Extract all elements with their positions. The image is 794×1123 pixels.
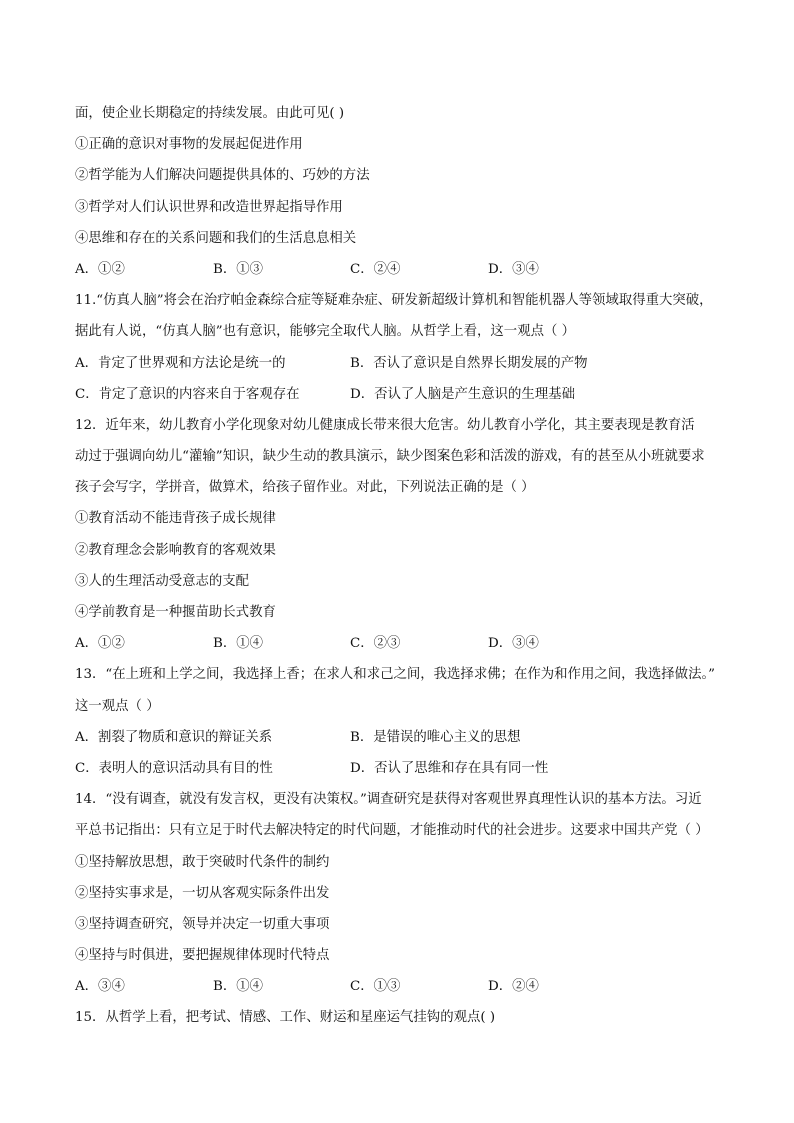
q12-stem-line-1: 12．近年来，幼儿教育小学化现象对幼儿健康成长带来很大危害。幼儿教育小学化，其主要表现是教育活 xyxy=(75,417,695,433)
q10-options xyxy=(75,254,725,285)
q11-options-row-2 xyxy=(75,379,725,410)
q14-stem-line-2: 平总书记指出：只有立足于时代去解决特定的时代问题，才能推动时代的社会进步。这要求中国共产党（ ） xyxy=(75,823,709,839)
q10-option-c[interactable]: C．②④ xyxy=(350,261,401,277)
q13-option-c[interactable]: C．表明人的意识活动具有目的性 xyxy=(75,760,273,776)
q14-option-c[interactable]: C．①③ xyxy=(350,979,401,995)
q14-statement-4: ④坚持与时俱进，要把握规律体现时代特点 xyxy=(75,948,330,964)
q13-stem-line-2: 这一观点（ ） xyxy=(75,698,160,714)
q10-statement-2: ②哲学能为人们解决问题提供具体的、巧妙的方法 xyxy=(75,168,370,184)
exam-page xyxy=(75,98,725,1034)
q13-option-d[interactable]: D．否认了思维和存在具有同一性 xyxy=(350,760,549,776)
q11-stem-line-2: 据此有人说，“仿真人脑”也有意识，能够完全取代人脑。从哲学上看，这一观点（ ） xyxy=(75,324,576,340)
q10-option-a[interactable]: A．①② xyxy=(75,261,125,277)
q14-stem-line-1: 14．“没有调查，就没有发言权，更没有决策权。”调查研究是获得对客观世界真理性认识的基本方法。习近 xyxy=(75,792,702,808)
q12-stem-line-2: 动过于强调向幼儿“灌输”知识，缺少生动的教具演示，缺少图案色彩和活泼的游戏，有的甚至从小班就要求 xyxy=(75,449,705,465)
q12-statement-2: ②教育理念会影响教育的客观效果 xyxy=(75,542,276,558)
q15-stem-line-1: 15．从哲学上看，把考试、情感、工作、财运和星座运气挂钩的观点( ) xyxy=(75,1010,496,1026)
q11-stem-line-1: 11.“仿真人脑”将会在治疗帕金森综合症等疑难杂症、研发新超级计算机和智能机器人等领域取得重大突破， xyxy=(75,293,713,309)
q11-option-d[interactable]: D．否认了人脑是产生意识的生理基础 xyxy=(350,386,575,402)
q12-option-a[interactable]: A．①② xyxy=(75,636,125,652)
q10-statement-1: ①正确的意识对事物的发展起促进作用 xyxy=(75,137,303,153)
q11-options-row-1 xyxy=(75,348,725,379)
q14-option-a[interactable]: A．③④ xyxy=(75,979,125,995)
q11-option-a[interactable]: A．肯定了世界观和方法论是统一的 xyxy=(75,355,286,371)
q10-option-d[interactable]: D．③④ xyxy=(488,261,539,277)
q13-options-row-1 xyxy=(75,722,725,753)
q14-option-b[interactable]: B．①④ xyxy=(213,979,264,995)
q12-option-d[interactable]: D．③④ xyxy=(488,636,539,652)
q12-stem-line-3: 孩子会写字，学拼音，做算术，给孩子留作业。对此，下列说法正确的是（ ） xyxy=(75,480,535,496)
q12-statement-3: ③人的生理活动受意志的支配 xyxy=(75,573,250,589)
q13-stem-line-1: 13．“在上班和上学之间，我选择上香；在求人和求己之间，我选择求佛；在作为和作用之间，我选择做法。” xyxy=(75,667,715,683)
q13-option-b[interactable]: B．是错误的唯心主义的思想 xyxy=(350,729,521,745)
q12-statement-1: ①教育活动不能违背孩子成长规律 xyxy=(75,511,276,527)
q10-statement-3: ③哲学对人们认识世界和改造世界起指导作用 xyxy=(75,199,343,215)
q14-statement-1: ①坚持解放思想，敢于突破时代条件的制约 xyxy=(75,854,330,870)
q12-option-c[interactable]: C．②③ xyxy=(350,636,401,652)
q13-options-row-2 xyxy=(75,753,725,784)
q12-options xyxy=(75,628,725,659)
q10-stem-tail: 面，使企业长期稳定的持续发展。由此可见( ) xyxy=(75,106,345,121)
q14-option-d[interactable]: D．②④ xyxy=(488,979,539,995)
q13-option-a[interactable]: A．割裂了物质和意识的辩证关系 xyxy=(75,729,273,745)
q11-option-b[interactable]: B．否认了意识是自然界长期发展的产物 xyxy=(350,355,588,371)
q14-statement-3: ③坚持调查研究，领导并决定一切重大事项 xyxy=(75,916,330,932)
q10-option-b[interactable]: B．①③ xyxy=(213,261,264,277)
q12-option-b[interactable]: B．①④ xyxy=(213,636,264,652)
q12-statement-4: ④学前教育是一种揠苗助长式教育 xyxy=(75,605,276,620)
q14-statement-2: ②坚持实事求是，一切从客观实际条件出发 xyxy=(75,885,330,901)
q14-options xyxy=(75,971,725,1002)
q10-statement-4: ④思维和存在的关系问题和我们的生活息息相关 xyxy=(75,230,357,246)
q11-option-c[interactable]: C．肯定了意识的内容来自于客观存在 xyxy=(75,386,300,402)
